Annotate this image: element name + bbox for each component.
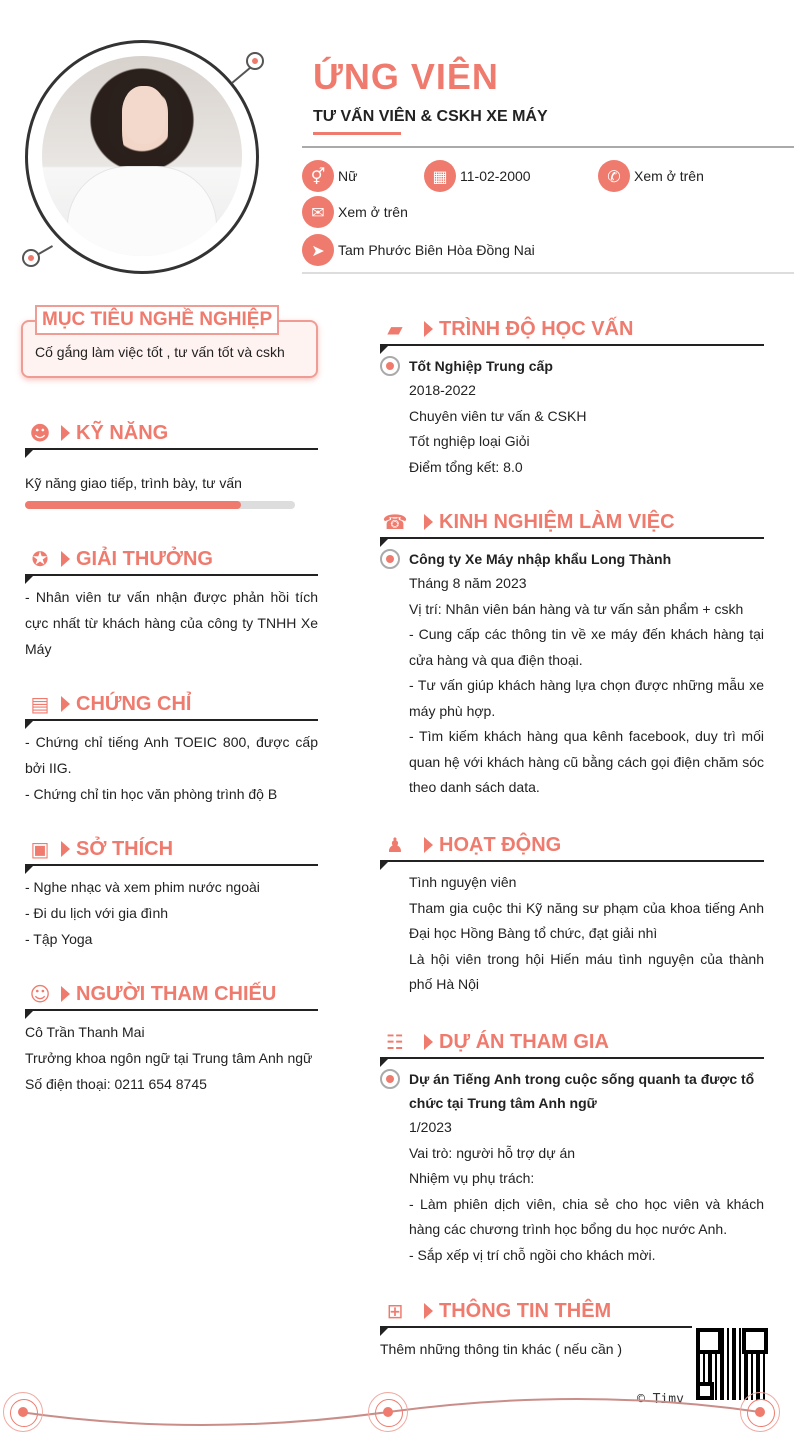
- projects-section: [380, 1027, 764, 1268]
- contact-info: [302, 146, 794, 274]
- skills-section: [25, 418, 318, 496]
- ripple-ornament: [368, 1392, 408, 1432]
- references-section: [25, 979, 318, 1097]
- reference-line: Số điện thoại: 0211 654 8745: [25, 1076, 207, 1092]
- hobby-line: - Tập Yoga: [25, 931, 93, 947]
- skill-bar-fill: [25, 501, 241, 509]
- section-title: NGƯỜI THAM CHIẾU: [76, 982, 277, 1005]
- section-title: TRÌNH ĐỘ HỌC VẤN: [439, 317, 634, 340]
- person-icon: ☺: [29, 982, 51, 1006]
- section-title: KINH NGHIỆM LÀM VIỆC: [439, 510, 675, 533]
- info-phone: ✆ Xem ở trên: [598, 160, 704, 192]
- ornament-dot: [22, 249, 40, 267]
- section-title: CHỨNG CHỈ: [76, 692, 192, 715]
- career-goal-text: Cố gắng làm việc tốt , tư vấn tốt và cskh: [35, 344, 285, 360]
- cert-line: - Chứng chỉ tiếng Anh TOEIC 800, được cấp bởi IIG.: [25, 734, 318, 776]
- project-entry: Dự án Tiếng Anh trong cuộc sống quanh ta được tổ chức tại Trung tâm Anh ngữ 1/2023 Vai trò: người hỗ trợ dự án Nhiệm vụ phụ trách: - Làm phiên dịch viên, chia sẻ cho học viên và khách hàng các chương trình học bổng du học nước Anh. - Sắp xếp vị trí chỗ ngồi cho khách mời.: [380, 1067, 764, 1268]
- experience-section: [380, 507, 764, 801]
- career-goal-title: MỤC TIÊU NGHỀ NGHIỆP: [35, 305, 279, 335]
- hobby-line: - Nghe nhạc và xem phim nước ngoài: [25, 879, 260, 895]
- team-icon: ☷: [386, 1030, 404, 1054]
- info-address: ➤ Tam Phước Biên Hòa Đồng Nai: [302, 234, 535, 266]
- briefcase-icon: ▰: [387, 317, 403, 341]
- hobby-line: - Đi du lịch với gia đình: [25, 905, 169, 921]
- reference-line: Cô Trần Thanh Mai: [25, 1024, 145, 1040]
- trophy-icon: ✪: [31, 547, 49, 571]
- extra-info-section: [380, 1296, 692, 1362]
- ripple-ornament: [740, 1392, 780, 1432]
- experience-entry: Công ty Xe Máy nhập khẩu Long Thành Tháng 8 năm 2023 Vị trí: Nhân viên bán hàng và tư vấn sản phẩm + cskh - Cung cấp các thông tin về xe máy đến khách hàng tại cửa hàng và qua điện thoại. - Tư vấn giúp khách hàng lựa chọn được những mẫu xe máy phù hợp. - Tìm kiếm khách hàng qua kênh facebook, duy trì mối quan hệ với khách hàng cũ bằng cách gọi điện chăm sóc theo danh sách data.: [380, 547, 764, 801]
- section-title: GIẢI THƯỞNG: [76, 547, 213, 570]
- skill-label: Kỹ năng giao tiếp, trình bày, tư vấn: [25, 475, 242, 491]
- location-icon: ➤: [302, 234, 334, 266]
- section-title: KỸ NĂNG: [76, 421, 169, 444]
- education-section: [380, 314, 764, 480]
- gender-icon: ⚥: [302, 160, 334, 192]
- calendar-icon: ▦: [424, 160, 456, 192]
- hobbies-section: [25, 834, 318, 952]
- education-entry: Tốt Nghiệp Trung cấp 2018-2022 Chuyên viên tư vấn & CSKH Tốt nghiệp loại Giỏi Điểm tổng kết: 8.0: [380, 354, 764, 480]
- section-title: SỞ THÍCH: [76, 837, 174, 860]
- entry-title: Công ty Xe Máy nhập khẩu Long Thành: [409, 551, 672, 567]
- entry-marker: [380, 356, 400, 376]
- entry-title: Tốt Nghiệp Trung cấp: [409, 358, 553, 374]
- info-email: ✉ Xem ở trên: [302, 196, 408, 228]
- activities-section: [380, 830, 764, 998]
- certificates-section: [25, 689, 318, 807]
- brain-icon: ☻: [29, 421, 51, 445]
- volunteer-icon: ♟: [386, 833, 404, 857]
- ornament-dot: [246, 52, 264, 70]
- avatar: [42, 56, 242, 256]
- skill-bar: [25, 501, 295, 509]
- candidate-name: ỨNG VIÊN: [313, 56, 499, 97]
- watermark: © Timv: [637, 1392, 684, 1407]
- entry-title: Dự án Tiếng Anh trong cuộc sống quanh ta được tổ chức tại Trung tâm Anh ngữ: [409, 1071, 755, 1111]
- email-icon: ✉: [302, 196, 334, 228]
- phone-desk-icon: ☎: [382, 510, 408, 534]
- title-underline: [313, 132, 401, 135]
- awards-text: - Nhân viên tư vấn nhận được phản hồi tích cực nhất từ khách hàng của công ty TNHH Xe Máy: [25, 589, 318, 657]
- awards-section: [25, 544, 318, 662]
- entry-marker: [380, 1069, 400, 1089]
- reference-line: Trưởng khoa ngôn ngữ tại Trung tâm Anh ngữ: [25, 1050, 313, 1066]
- section-title: DỰ ÁN THAM GIA: [439, 1030, 609, 1053]
- gamepad-icon: ▣: [30, 837, 50, 861]
- job-title: TƯ VẤN VIÊN & CSKH XE MÁY: [313, 108, 548, 125]
- entry-marker: [380, 549, 400, 569]
- section-title: THÔNG TIN THÊM: [439, 1299, 612, 1322]
- certificate-icon: ▤: [30, 692, 50, 716]
- info-gender: ⚥ Nữ: [302, 160, 357, 192]
- info-birthday: ▦ 11-02-2000: [424, 160, 531, 192]
- extra-info-text: Thêm những thông tin khác ( nếu cần ): [380, 1341, 623, 1357]
- cert-line: - Chứng chỉ tin học văn phòng trình độ B: [25, 786, 278, 802]
- phone-icon: ✆: [598, 160, 630, 192]
- plus-icon: ⊞: [386, 1299, 404, 1323]
- ripple-ornament: [3, 1392, 43, 1432]
- section-title: HOẠT ĐỘNG: [439, 833, 562, 856]
- activities-entry: Tình nguyện viên Tham gia cuộc thi Kỹ năng sư phạm của khoa tiếng Anh Đại học Hồng Bàng tổ chức, đạt giải nhì Là hội viên trong hội Hiến máu tình nguyện của thành phố Hà Nội: [409, 874, 764, 992]
